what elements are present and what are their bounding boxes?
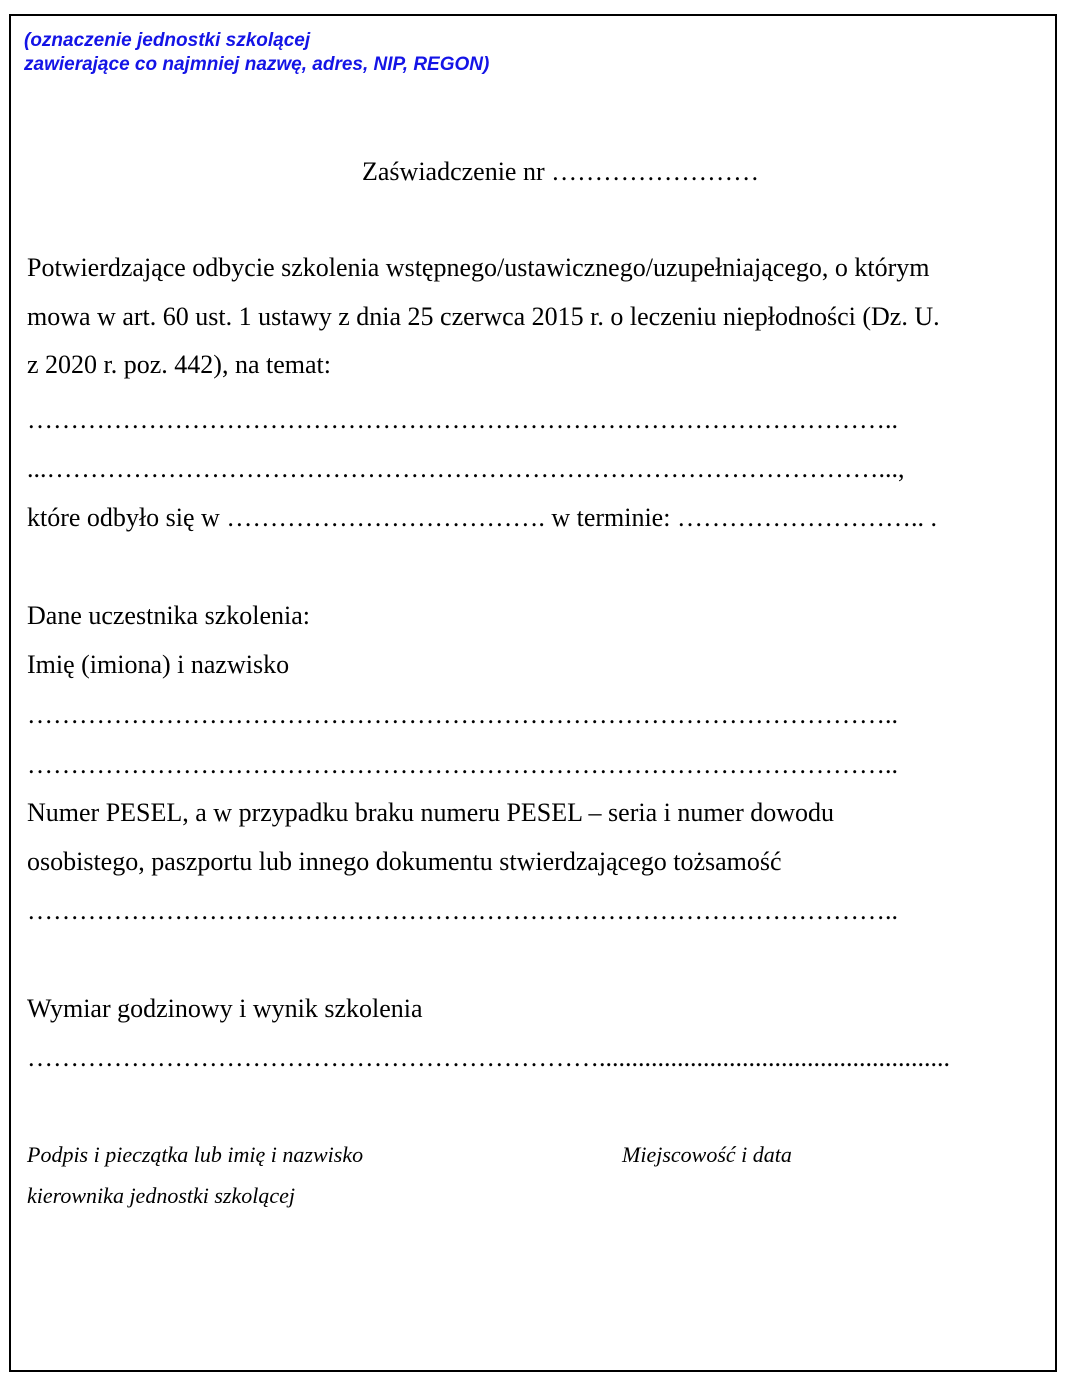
- signature-label-line-1: Podpis i pieczątka lub imię i nazwisko: [27, 1142, 364, 1167]
- location-line: [27, 503, 937, 533]
- place-field[interactable]: ……………………………….: [226, 503, 545, 532]
- id-label-line-1: Numer PESEL, a w przypadku braku numeru PESEL – seria i numer dowodu: [27, 798, 835, 827]
- location-prefix: które odbyło się w: [27, 503, 220, 532]
- id-label-line-2: osobistego, paszportu lub innego dokumentu stwierdzającego tożsamość: [27, 847, 782, 876]
- place-date-label: Miejscowość i data: [622, 1142, 792, 1167]
- signature-label-line-2: kierownika jednostki szkolącej: [27, 1183, 296, 1208]
- intro-line-2: mowa w art. 60 ust. 1 ustawy z dnia 25 czerwca 2015 r. o leczeniu niepłodności (Dz. U.: [27, 302, 940, 331]
- id-field[interactable]: ………………………………………………………………………………………..: [27, 896, 898, 925]
- intro-line-1: Potwierdzające odbycie szkolenia wstępnego/ustawicznego/uzupełniającego, o którym: [27, 253, 930, 282]
- institution-label-line2: zawierające co najmniej nazwę, adres, NIP, REGON): [24, 54, 490, 75]
- participant-section-label: Dane uczestnika szkolenia:: [27, 601, 310, 630]
- certificate-title[interactable]: Zaświadczenie nr ……………………: [362, 157, 760, 186]
- intro-line-3: z 2020 r. poz. 442), na temat:: [27, 350, 331, 379]
- topic-field-1[interactable]: ………………………………………………………………………………………..: [27, 405, 898, 434]
- institution-label-line1: (oznaczenie jednostki szkolącej: [24, 30, 311, 51]
- term-field[interactable]: ……………………….. .: [676, 503, 937, 532]
- training-field[interactable]: …………………………………………………………......................................................: [27, 1043, 950, 1072]
- topic-field-2[interactable]: ...……………………………………………………………………………………...,: [27, 454, 905, 483]
- term-label: w terminie:: [551, 503, 671, 532]
- name-field-1[interactable]: ………………………………………………………………………………………..: [27, 700, 898, 729]
- name-field-2[interactable]: ………………………………………………………………………………………..: [27, 750, 898, 779]
- name-label: Imię (imiona) i nazwisko: [27, 650, 290, 679]
- training-label: Wymiar godzinowy i wynik szkolenia: [27, 994, 423, 1023]
